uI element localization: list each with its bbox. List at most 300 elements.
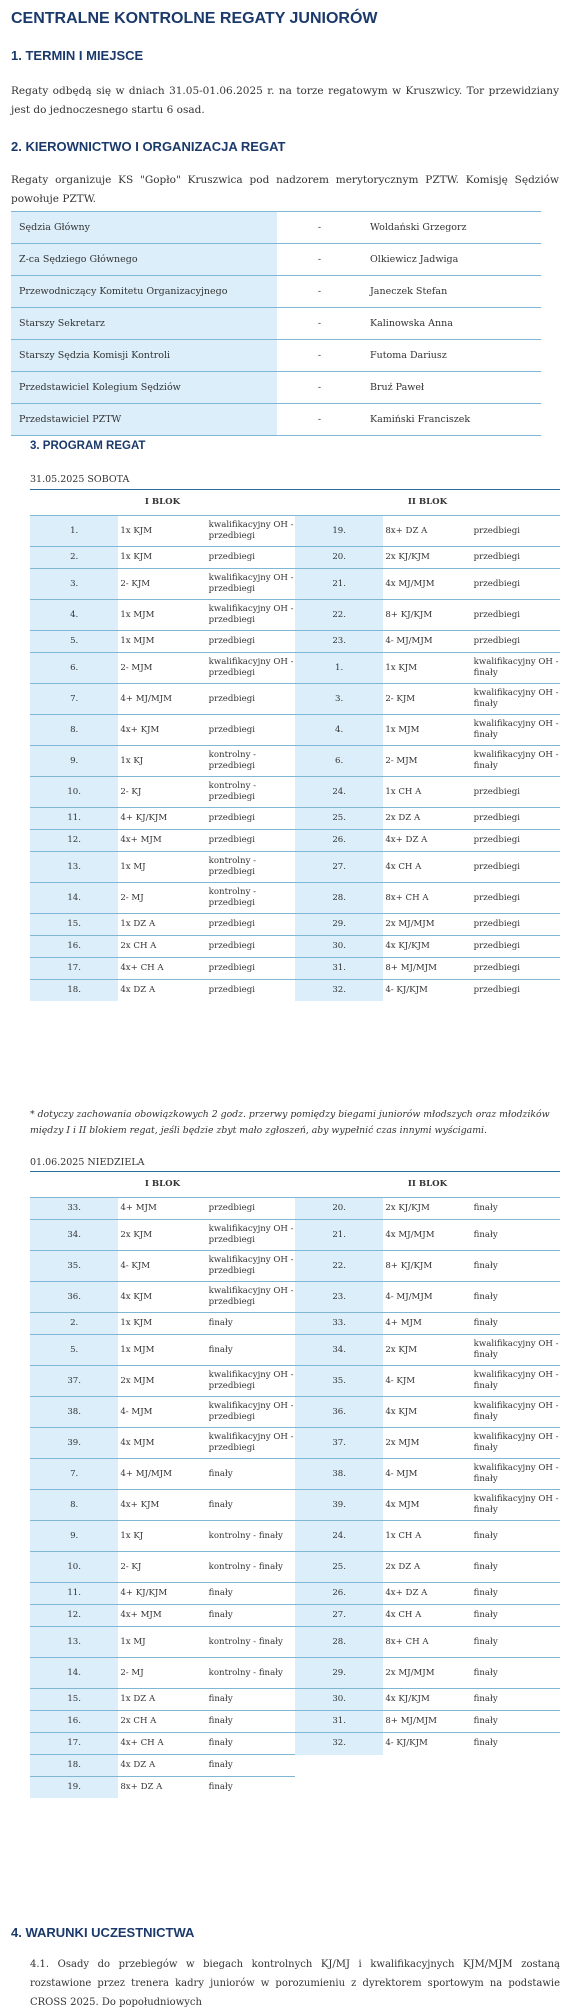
official-name: Olkiewicz Jadwiga: [362, 244, 541, 276]
program-day2-table: [30, 1171, 560, 1798]
officials-table: [11, 211, 541, 436]
block2-race-number: 25.: [295, 808, 383, 830]
block-1-header: I BLOK: [30, 490, 295, 516]
block2-boat-class: 4x MJ/MJM: [383, 1220, 471, 1251]
block1-race-type: przedbiegi: [207, 914, 295, 936]
block1-race-type: kontrolny - finały: [207, 1521, 295, 1552]
block1-boat-class: 1x DZ A: [118, 914, 206, 936]
block2-race-number: 21.: [295, 569, 383, 600]
block1-race-type: kwalifikacyjny OH - przedbiegi: [207, 516, 295, 547]
block2-race-type: przedbiegi: [472, 980, 560, 1002]
block1-race-number: 15.: [30, 1689, 118, 1711]
race-row: [30, 980, 560, 1002]
block2-race-type: finały: [472, 1282, 560, 1313]
block1-boat-class: 1x MJM: [118, 631, 206, 653]
official-row: [11, 308, 541, 340]
block2-boat-class: 1x CH A: [383, 777, 471, 808]
block2-race-number: 30.: [295, 936, 383, 958]
block2-boat-class: 8+ KJ/KJM: [383, 600, 471, 631]
race-row: [30, 631, 560, 653]
block1-race-type: przedbiegi: [207, 808, 295, 830]
official-dash: -: [277, 372, 362, 404]
day2-date: 01.06.2025 NIEDZIELA: [30, 1157, 145, 1168]
block1-boat-class: 4x+ CH A: [118, 958, 206, 980]
block2-boat-class: [383, 1777, 471, 1799]
block2-race-type: przedbiegi: [472, 883, 560, 914]
race-row: [30, 808, 560, 830]
race-row: [30, 1583, 560, 1605]
block2-race-type: przedbiegi: [472, 631, 560, 653]
block2-race-type: przedbiegi: [472, 777, 560, 808]
block2-boat-class: 4- MJ/MJM: [383, 1282, 471, 1313]
block2-race-number: 27.: [295, 1605, 383, 1627]
block2-race-type: finały: [472, 1198, 560, 1220]
block2-race-type: finały: [472, 1220, 560, 1251]
block1-race-type: finały: [207, 1689, 295, 1711]
race-row: [30, 684, 560, 715]
block2-race-number: [295, 1755, 383, 1777]
block2-race-number: 29.: [295, 1658, 383, 1689]
block1-boat-class: 2x CH A: [118, 936, 206, 958]
block2-race-type: przedbiegi: [472, 936, 560, 958]
block1-boat-class: 4+ KJ/KJM: [118, 1583, 206, 1605]
block2-race-number: 22.: [295, 1251, 383, 1282]
block2-race-type: kwalifikacyjny OH - finały: [472, 653, 560, 684]
block1-race-type: finały: [207, 1755, 295, 1777]
official-row: [11, 372, 541, 404]
block2-race-type: kwalifikacyjny OH - finały: [472, 1428, 560, 1459]
block1-race-type: kontrolny - finały: [207, 1658, 295, 1689]
block1-race-number: 8.: [30, 1490, 118, 1521]
block1-race-type: przedbiegi: [207, 715, 295, 746]
block2-race-type: kwalifikacyjny OH - finały: [472, 1459, 560, 1490]
block1-race-number: 5.: [30, 1335, 118, 1366]
block1-boat-class: 1x KJM: [118, 1313, 206, 1335]
section-heading-program: 3. PROGRAM REGAT: [30, 440, 146, 452]
race-row: [30, 547, 560, 569]
race-row: [30, 1658, 560, 1689]
race-row: [30, 715, 560, 746]
block2-race-number: 23.: [295, 631, 383, 653]
block1-boat-class: 4+ MJ/MJM: [118, 1459, 206, 1490]
block2-race-type: przedbiegi: [472, 958, 560, 980]
race-row: [30, 1755, 560, 1777]
block1-boat-class: 2- KJ: [118, 777, 206, 808]
block1-boat-class: 4x KJM: [118, 1282, 206, 1313]
block1-race-type: przedbiegi: [207, 958, 295, 980]
block1-boat-class: 4- KJM: [118, 1251, 206, 1282]
block1-race-type: przedbiegi: [207, 631, 295, 653]
block2-boat-class: 8+ MJ/MJM: [383, 958, 471, 980]
block2-race-type: przedbiegi: [472, 600, 560, 631]
race-row: [30, 1777, 560, 1799]
block2-race-number: 1.: [295, 653, 383, 684]
block1-race-number: 16.: [30, 936, 118, 958]
race-row: [30, 1251, 560, 1282]
block1-race-type: kwalifikacyjny OH - przedbiegi: [207, 600, 295, 631]
program-day1-table: [30, 489, 560, 1001]
official-dash: -: [277, 212, 362, 244]
section-heading-kierownictwo: 2. KIEROWNICTWO I ORGANIZACJA REGAT: [11, 139, 286, 154]
block2-race-type: finały: [472, 1583, 560, 1605]
block1-race-type: kwalifikacyjny OH - przedbiegi: [207, 1366, 295, 1397]
block1-race-type: finały: [207, 1459, 295, 1490]
block1-race-type: kontrolny - przedbiegi: [207, 852, 295, 883]
block1-boat-class: 4x+ MJM: [118, 1605, 206, 1627]
block2-race-type: finały: [472, 1711, 560, 1733]
block1-race-number: 16.: [30, 1711, 118, 1733]
block2-boat-class: 4x MJ/MJM: [383, 569, 471, 600]
block2-boat-class: 4- MJ/MJM: [383, 631, 471, 653]
race-row: [30, 1366, 560, 1397]
race-row: [30, 883, 560, 914]
block2-boat-class: 4x MJM: [383, 1490, 471, 1521]
block2-race-number: 28.: [295, 883, 383, 914]
block1-race-type: finały: [207, 1313, 295, 1335]
section-text-warunki: 4.1. Osady do przebiegów w biegach kontrolnych KJ/MJ i kwalifikacyjnych KJM/MJM zostaną rozstawione przez trenera kadry juniorów w porozumieniu z dyrektorem sportowym na podstawie CROSS 2025. Do popołudniowych: [30, 1959, 560, 2008]
race-row: [30, 1220, 560, 1251]
block2-race-number: 35.: [295, 1366, 383, 1397]
block1-race-number: 13.: [30, 852, 118, 883]
block2-race-number: 26.: [295, 1583, 383, 1605]
race-row: [30, 1282, 560, 1313]
block1-race-number: 13.: [30, 1627, 118, 1658]
official-name: Woldański Grzegorz: [362, 212, 541, 244]
block1-boat-class: 1x MJ: [118, 1627, 206, 1658]
race-row: [30, 569, 560, 600]
block1-race-type: finały: [207, 1583, 295, 1605]
block2-race-type: kwalifikacyjny OH - finały: [472, 746, 560, 777]
official-dash: -: [277, 244, 362, 276]
block1-race-number: 8.: [30, 715, 118, 746]
block1-race-number: 2.: [30, 1313, 118, 1335]
block2-boat-class: 2- MJM: [383, 746, 471, 777]
block2-race-type: finały: [472, 1605, 560, 1627]
official-row: [11, 244, 541, 276]
race-row: [30, 1605, 560, 1627]
race-row: [30, 777, 560, 808]
block1-race-number: 3.: [30, 569, 118, 600]
block1-boat-class: 4x DZ A: [118, 980, 206, 1002]
block1-race-type: finały: [207, 1777, 295, 1799]
block1-race-type: kwalifikacyjny OH - przedbiegi: [207, 1220, 295, 1251]
block2-race-number: 33.: [295, 1313, 383, 1335]
race-row: [30, 830, 560, 852]
block2-boat-class: 2x DZ A: [383, 808, 471, 830]
block1-race-number: 2.: [30, 547, 118, 569]
block1-boat-class: 1x DZ A: [118, 1689, 206, 1711]
block1-race-number: 5.: [30, 631, 118, 653]
block-2-header: II BLOK: [295, 1172, 560, 1198]
block1-race-number: 17.: [30, 1733, 118, 1755]
block1-boat-class: 1x MJM: [118, 1335, 206, 1366]
block2-race-number: 32.: [295, 1733, 383, 1755]
block2-boat-class: 4x KJM: [383, 1397, 471, 1428]
block1-boat-class: 1x KJ: [118, 1521, 206, 1552]
block1-boat-class: 4+ KJ/KJM: [118, 808, 206, 830]
block2-race-type: przedbiegi: [472, 914, 560, 936]
block2-race-number: 32.: [295, 980, 383, 1002]
block1-boat-class: 1x KJM: [118, 516, 206, 547]
race-row: [30, 1335, 560, 1366]
block1-race-number: 9.: [30, 746, 118, 777]
block1-boat-class: 4x+ KJM: [118, 1490, 206, 1521]
official-dash: -: [277, 308, 362, 340]
official-role: Sędzia Główny: [11, 212, 277, 244]
block1-race-number: 11.: [30, 1583, 118, 1605]
block2-race-number: 25.: [295, 1552, 383, 1583]
block2-race-number: 22.: [295, 600, 383, 631]
block2-boat-class: 4x CH A: [383, 852, 471, 883]
block2-race-type: finały: [472, 1251, 560, 1282]
race-row: [30, 1733, 560, 1755]
section-heading-termin: 1. TERMIN I MIEJSCE: [11, 48, 144, 63]
block2-race-number: 26.: [295, 830, 383, 852]
block-2-header: II BLOK: [295, 490, 560, 516]
block1-race-number: 17.: [30, 958, 118, 980]
block1-race-type: przedbiegi: [207, 936, 295, 958]
block2-race-type: kwalifikacyjny OH - finały: [472, 1335, 560, 1366]
block2-boat-class: 8+ KJ/KJM: [383, 1251, 471, 1282]
block1-race-type: kontrolny - przedbiegi: [207, 883, 295, 914]
block2-boat-class: 2x MJ/MJM: [383, 1658, 471, 1689]
block1-boat-class: 4x DZ A: [118, 1755, 206, 1777]
block1-race-type: kwalifikacyjny OH - przedbiegi: [207, 1251, 295, 1282]
block1-race-type: finały: [207, 1490, 295, 1521]
block1-boat-class: 4- MJM: [118, 1397, 206, 1428]
block2-race-number: 27.: [295, 852, 383, 883]
block2-boat-class: 4x+ DZ A: [383, 1583, 471, 1605]
block2-boat-class: 8+ MJ/MJM: [383, 1711, 471, 1733]
block1-race-number: 6.: [30, 653, 118, 684]
block2-race-type: przedbiegi: [472, 547, 560, 569]
race-row: [30, 1490, 560, 1521]
official-dash: -: [277, 340, 362, 372]
block1-race-number: 7.: [30, 684, 118, 715]
block1-race-type: przedbiegi: [207, 980, 295, 1002]
block2-boat-class: 2- KJM: [383, 684, 471, 715]
block1-boat-class: 4x+ CH A: [118, 1733, 206, 1755]
block1-race-number: 39.: [30, 1428, 118, 1459]
block1-race-number: 36.: [30, 1282, 118, 1313]
block1-race-number: 34.: [30, 1220, 118, 1251]
section-heading-warunki: 4. WARUNKI UCZESTNICTWA: [11, 1925, 195, 1940]
block1-race-type: finały: [207, 1733, 295, 1755]
race-row: [30, 1198, 560, 1220]
block2-boat-class: 2x DZ A: [383, 1552, 471, 1583]
block2-race-number: 39.: [295, 1490, 383, 1521]
block1-boat-class: 2- MJM: [118, 653, 206, 684]
block1-boat-class: 1x MJM: [118, 600, 206, 631]
race-row: [30, 600, 560, 631]
block2-race-number: 38.: [295, 1459, 383, 1490]
block1-boat-class: 1x KJM: [118, 547, 206, 569]
schedule-note: * dotyczy zachowania obowiązkowych 2 godz. przerwy pomiędzy biegami juniorów młodszych oraz młodzików między I i II blokiem regat, jeśli będzie zbyt mało zgłoszeń, aby wypełnić czas innymi wyścigami.: [30, 1109, 550, 1136]
block2-race-type: finały: [472, 1313, 560, 1335]
official-role: Przewodniczący Komitetu Organizacyjnego: [11, 276, 277, 308]
block2-boat-class: 8x+ CH A: [383, 883, 471, 914]
block2-race-number: 6.: [295, 746, 383, 777]
block2-boat-class: 4- KJM: [383, 1366, 471, 1397]
race-row: [30, 1627, 560, 1658]
block1-race-type: kwalifikacyjny OH - przedbiegi: [207, 569, 295, 600]
race-row: [30, 1689, 560, 1711]
block1-race-number: 15.: [30, 914, 118, 936]
block2-boat-class: 1x CH A: [383, 1521, 471, 1552]
block2-race-type: przedbiegi: [472, 516, 560, 547]
block1-race-number: 38.: [30, 1397, 118, 1428]
block1-boat-class: 8x+ DZ A: [118, 1777, 206, 1799]
block2-race-type: finały: [472, 1627, 560, 1658]
block1-race-number: 14.: [30, 883, 118, 914]
race-row: [30, 1313, 560, 1335]
block1-race-number: 11.: [30, 808, 118, 830]
block1-race-type: finały: [207, 1605, 295, 1627]
race-row: [30, 653, 560, 684]
block1-race-number: 19.: [30, 1777, 118, 1799]
block2-race-number: 21.: [295, 1220, 383, 1251]
page-title: CENTRALNE KONTROLNE REGATY JUNIORÓW: [11, 10, 378, 27]
block1-race-type: kwalifikacyjny OH - przedbiegi: [207, 1397, 295, 1428]
block1-race-type: kwalifikacyjny OH - przedbiegi: [207, 1428, 295, 1459]
block1-race-number: 37.: [30, 1366, 118, 1397]
block1-race-number: 12.: [30, 1605, 118, 1627]
block2-boat-class: 2x KJ/KJM: [383, 547, 471, 569]
block2-boat-class: 1x MJM: [383, 715, 471, 746]
block2-race-type: kwalifikacyjny OH - finały: [472, 1366, 560, 1397]
block2-boat-class: 4- MJM: [383, 1459, 471, 1490]
race-row: [30, 1397, 560, 1428]
block2-race-number: 28.: [295, 1627, 383, 1658]
official-name: Kalinowska Anna: [362, 308, 541, 340]
block2-race-type: finały: [472, 1733, 560, 1755]
block2-boat-class: 4- KJ/KJM: [383, 1733, 471, 1755]
official-row: [11, 212, 541, 244]
block1-race-type: przedbiegi: [207, 684, 295, 715]
race-row: [30, 914, 560, 936]
official-name: Futoma Dariusz: [362, 340, 541, 372]
block1-boat-class: 1x KJ: [118, 746, 206, 777]
block2-race-number: 20.: [295, 547, 383, 569]
block1-boat-class: 4+ MJ/MJM: [118, 684, 206, 715]
race-row: [30, 1521, 560, 1552]
block2-race-type: kwalifikacyjny OH - finały: [472, 1490, 560, 1521]
block1-race-number: 33.: [30, 1198, 118, 1220]
block2-boat-class: 2x MJM: [383, 1428, 471, 1459]
block1-race-number: 1.: [30, 516, 118, 547]
block2-race-number: [295, 1777, 383, 1799]
block1-race-type: kwalifikacyjny OH - przedbiegi: [207, 1282, 295, 1313]
block1-race-number: 10.: [30, 1552, 118, 1583]
block2-boat-class: 2x KJM: [383, 1335, 471, 1366]
official-role: Przedstawiciel Kolegium Sędziów: [11, 372, 277, 404]
day1-date: 31.05.2025 SOBOTA: [30, 474, 130, 485]
block1-boat-class: 2- MJ: [118, 883, 206, 914]
block2-race-number: 36.: [295, 1397, 383, 1428]
block2-race-number: 29.: [295, 914, 383, 936]
block-1-header: I BLOK: [30, 1172, 295, 1198]
block1-boat-class: 4+ MJM: [118, 1198, 206, 1220]
block2-boat-class: [383, 1755, 471, 1777]
block2-race-number: 4.: [295, 715, 383, 746]
block1-race-type: kontrolny - przedbiegi: [207, 777, 295, 808]
block1-boat-class: 2x KJM: [118, 1220, 206, 1251]
block2-race-number: 24.: [295, 777, 383, 808]
official-name: Janeczek Stefan: [362, 276, 541, 308]
block2-race-type: finały: [472, 1689, 560, 1711]
race-row: [30, 1459, 560, 1490]
block1-race-number: 10.: [30, 777, 118, 808]
official-row: [11, 340, 541, 372]
blocks-header-row: [30, 490, 560, 516]
block1-race-number: 35.: [30, 1251, 118, 1282]
block1-race-number: 18.: [30, 1755, 118, 1777]
block2-race-number: 31.: [295, 1711, 383, 1733]
block2-boat-class: 4x CH A: [383, 1605, 471, 1627]
race-row: [30, 1711, 560, 1733]
block2-race-type: [472, 1777, 560, 1799]
blocks-header-row: [30, 1172, 560, 1198]
race-row: [30, 1552, 560, 1583]
official-dash: -: [277, 404, 362, 436]
block1-race-type: przedbiegi: [207, 830, 295, 852]
block1-race-type: kwalifikacyjny OH - przedbiegi: [207, 653, 295, 684]
block2-boat-class: 2x MJ/MJM: [383, 914, 471, 936]
official-row: [11, 404, 541, 436]
official-name: Bruź Paweł: [362, 372, 541, 404]
block2-race-type: kwalifikacyjny OH - finały: [472, 684, 560, 715]
block1-boat-class: 4x+ KJM: [118, 715, 206, 746]
race-row: [30, 958, 560, 980]
block2-boat-class: 1x KJM: [383, 653, 471, 684]
block1-race-type: przedbiegi: [207, 1198, 295, 1220]
race-row: [30, 746, 560, 777]
official-row: [11, 276, 541, 308]
block2-race-number: 3.: [295, 684, 383, 715]
block2-race-number: 37.: [295, 1428, 383, 1459]
block1-boat-class: 4x+ MJM: [118, 830, 206, 852]
block1-race-type: kontrolny - finały: [207, 1627, 295, 1658]
race-row: [30, 936, 560, 958]
block1-race-number: 9.: [30, 1521, 118, 1552]
block2-race-number: 34.: [295, 1335, 383, 1366]
block2-race-type: kwalifikacyjny OH - finały: [472, 715, 560, 746]
official-role: Starszy Sędzia Komisji Kontroli: [11, 340, 277, 372]
block2-race-type: finały: [472, 1552, 560, 1583]
block1-boat-class: 2- MJ: [118, 1658, 206, 1689]
section-text-kierownictwo: Regaty organizuje KS "Gopło" Kruszwica pod nadzorem merytorycznym PZTW. Komisję Sędziów powołuje PZTW.: [11, 174, 559, 205]
block1-boat-class: 2x MJM: [118, 1366, 206, 1397]
block2-race-type: przedbiegi: [472, 808, 560, 830]
block1-race-type: finały: [207, 1335, 295, 1366]
block1-race-number: 4.: [30, 600, 118, 631]
official-role: Starszy Sekretarz: [11, 308, 277, 340]
block2-race-number: 19.: [295, 516, 383, 547]
block1-race-number: 7.: [30, 1459, 118, 1490]
race-row: [30, 516, 560, 547]
section-text-termin: Regaty odbędą się w dniach 31.05-01.06.2025 r. na torze regatowym w Kruszwicy. Tor przewidziany jest do jednoczesnego startu 6 osad.: [11, 85, 559, 116]
block2-race-number: 30.: [295, 1689, 383, 1711]
block1-race-type: przedbiegi: [207, 547, 295, 569]
block2-race-type: finały: [472, 1521, 560, 1552]
race-row: [30, 1428, 560, 1459]
block1-race-number: 12.: [30, 830, 118, 852]
block1-race-type: kontrolny - finały: [207, 1552, 295, 1583]
official-dash: -: [277, 276, 362, 308]
block1-boat-class: 2- KJ: [118, 1552, 206, 1583]
block2-boat-class: 4x+ DZ A: [383, 830, 471, 852]
official-role: Z-ca Sędziego Głównego: [11, 244, 277, 276]
